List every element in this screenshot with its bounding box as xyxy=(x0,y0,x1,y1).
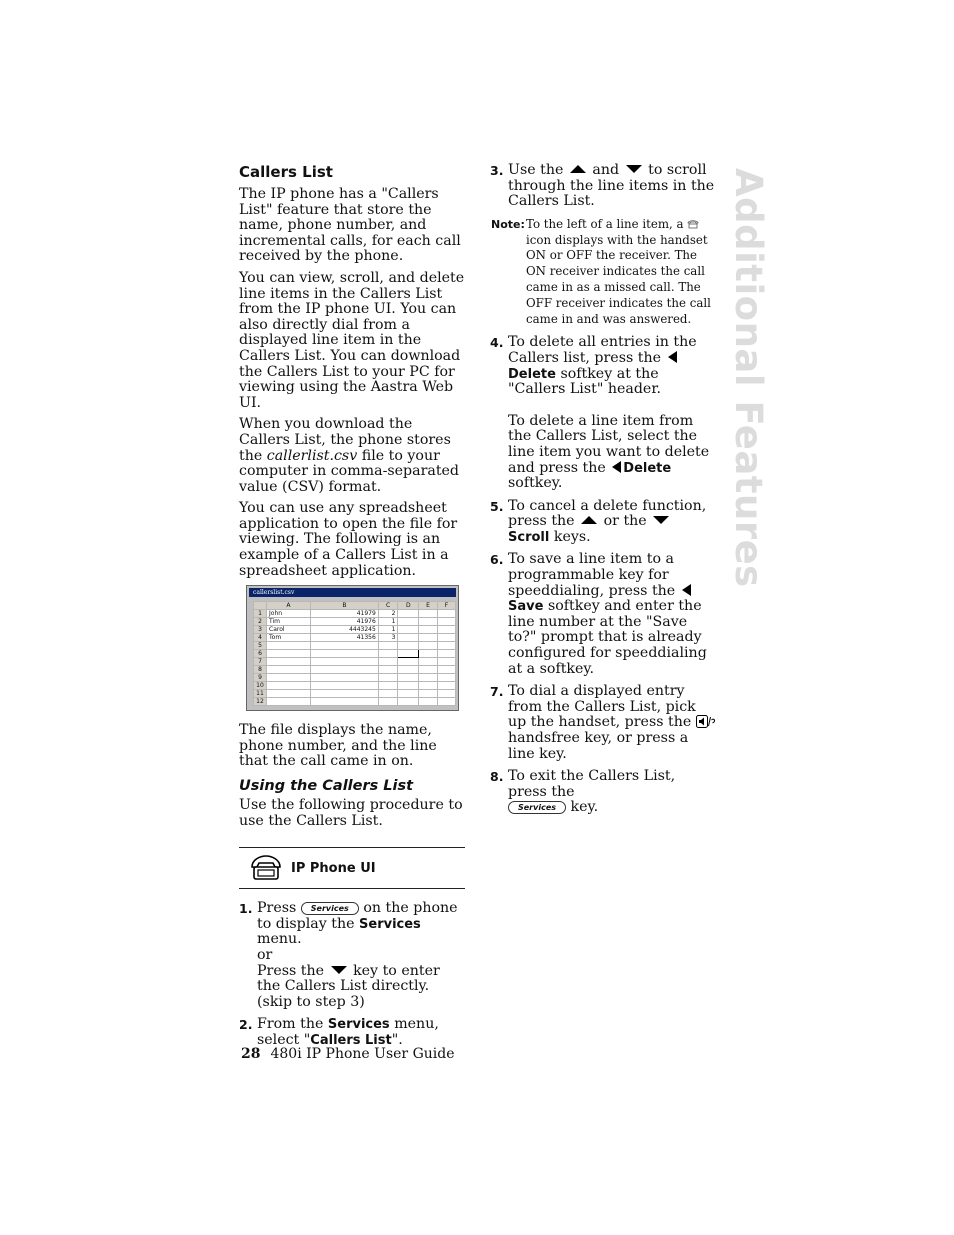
services-key-icon: Services xyxy=(301,902,359,915)
table-row: 4 Tom 41356 3 xyxy=(254,634,456,642)
right-column xyxy=(490,163,716,823)
table-row: 7 xyxy=(254,658,456,666)
page-number: 28 xyxy=(241,1046,261,1062)
left-softkey-arrow-icon xyxy=(682,584,691,596)
step-2: 2. From the Services menu, select "Callers List". xyxy=(239,1016,439,1048)
left-softkey-arrow-icon xyxy=(668,351,677,363)
table-row: 9 xyxy=(254,674,456,682)
paragraph-procedure: Use the following procedure to use the Callers List. xyxy=(239,797,463,829)
column-header: A xyxy=(267,602,311,610)
services-key-icon: Services xyxy=(508,801,566,814)
step-7: 7. To dial a displayed entry from the Callers List, pick up the handset, press the handsfree key, or press a line key. xyxy=(490,684,716,762)
column-header: F xyxy=(437,602,455,610)
section-side-tab: Additional Features xyxy=(727,168,770,588)
table-row: 11 xyxy=(254,690,456,698)
table-row: 6 xyxy=(254,650,456,658)
handset-status-icon xyxy=(687,219,699,229)
spreadsheet-grid xyxy=(253,601,456,706)
note-callout: Note: To the left of a line item, a icon displays with the handset ON or OFF the receiver. The ON receiver indicates the call came in as a missed call. The OFF receiver indicates the call came in and was answered. xyxy=(491,216,711,326)
step-6: 6. To save a line item to a programmable key for speeddialing, press the Save softkey and enter the line number at the "Save to?" prompt that is already configured for speeddialing at a softkey. xyxy=(490,551,707,677)
file-name: callerlist.csv xyxy=(266,447,358,464)
ip-phone-ui-banner xyxy=(239,847,465,889)
down-arrow-key-icon xyxy=(626,165,642,173)
handsfree-key-icon xyxy=(696,715,716,728)
down-arrow-key-icon xyxy=(653,516,669,524)
left-softkey-arrow-icon xyxy=(612,461,621,473)
page-footer xyxy=(241,1046,455,1062)
paragraph-spreadsheet: You can use any spreadsheet application to open the file for viewing. The following is an example of a Callers List in a spreadsheet application. xyxy=(239,500,458,579)
section-heading: Callers List xyxy=(239,163,333,181)
ip-phone-ui-label: IP Phone UI xyxy=(291,861,376,877)
table-row: 3 Carol 4443245 1 xyxy=(254,626,456,634)
steps-list-left xyxy=(239,901,465,1048)
step-4: 4. To delete all entries in the Callers list, press the Delete softkey at the "Callers List" header. To delete a line item from the Callers List, select the line item you want to delete and press the Delete softkey. xyxy=(490,334,710,492)
table-row: 5 xyxy=(254,642,456,650)
guide-title: 480i IP Phone User Guide xyxy=(270,1046,455,1062)
column-header: E xyxy=(419,602,438,610)
column-header: D xyxy=(398,602,419,610)
table-row: 8 xyxy=(254,666,456,674)
steps-list-right xyxy=(490,163,716,210)
table-row: 2 Tim 41976 1 xyxy=(254,618,456,626)
step-3: 3. Use the and to scroll through the line items in the Callers List. xyxy=(490,162,715,210)
up-arrow-key-icon xyxy=(570,165,586,173)
step-1: 1. Press Services on the phone to display the Services menu. or Press the key to enter the Callers List directly. (skip to step 3) xyxy=(239,900,458,1010)
spreadsheet-title-bar: callerslist.csv xyxy=(249,588,456,597)
steps-list-right-2 xyxy=(490,335,716,816)
step-8: 8. To exit the Callers List, press the Services key. xyxy=(490,768,676,816)
column-header: C xyxy=(378,602,398,610)
phone-icon xyxy=(249,855,283,881)
column-header: B xyxy=(310,602,378,610)
paragraph-view-scroll: You can view, scroll, and delete line items in the Callers List from the IP phone UI. You can also directly dial from a displayed line item in the Callers List. You can download the Callers List to your PC for viewing using the Aastra Web UI. xyxy=(239,269,465,411)
left-column xyxy=(239,163,465,1056)
table-row: 10 xyxy=(254,682,456,690)
table-row: 12 xyxy=(254,698,456,706)
spreadsheet-header-row xyxy=(254,602,456,610)
selected-cell xyxy=(398,650,419,658)
up-arrow-key-icon xyxy=(581,516,597,524)
paragraph-file-displays: The file displays the name, phone number, and the line that the call came in on. xyxy=(239,722,437,770)
down-arrow-key-icon xyxy=(331,966,347,974)
spreadsheet-screenshot xyxy=(246,585,459,711)
step-5: 5. To cancel a delete function, press the or the Scroll keys. xyxy=(490,497,707,545)
paragraph-intro: The IP phone has a "Callers List" feature that store the name, phone number, and incremental calls, for each call received by the phone. xyxy=(239,186,461,265)
table-row: 1 John 41979 2 xyxy=(254,610,456,618)
paragraph-download: When you download the Callers List, the phone stores the callerlist.csv file to your computer in comma-separated value (CSV) format. xyxy=(239,416,460,495)
subheading: Using the Callers List xyxy=(239,778,414,795)
